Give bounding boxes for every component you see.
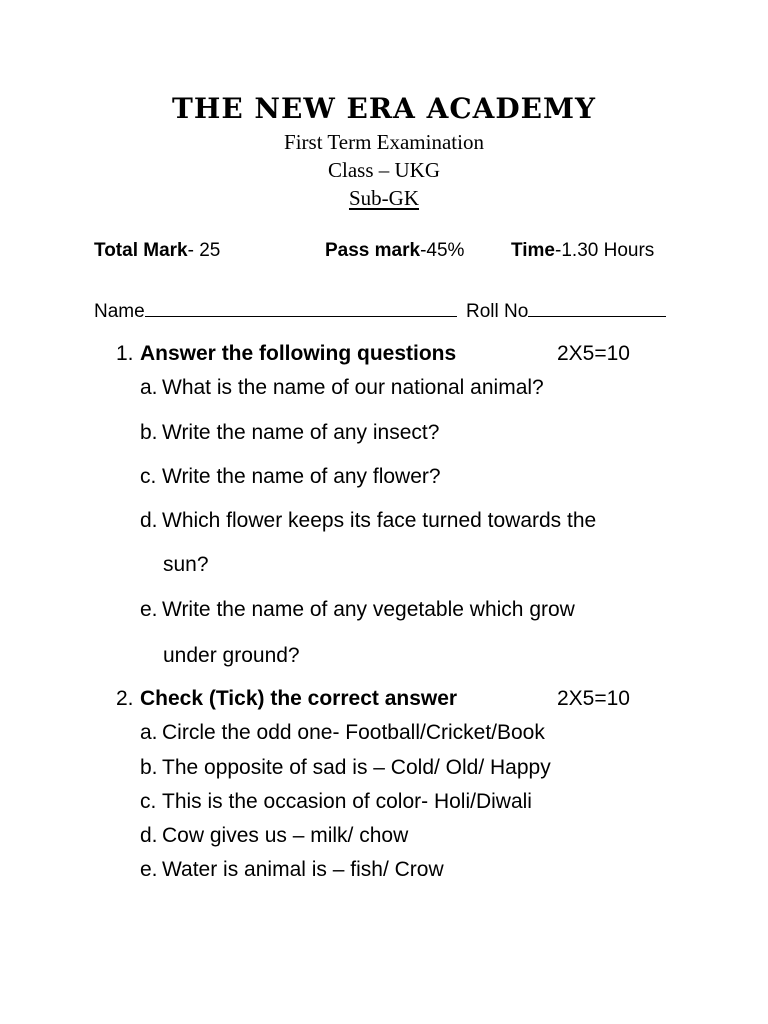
question-text: Write the name of any insect? [162, 421, 440, 444]
total-mark [94, 239, 220, 263]
name-field [94, 297, 457, 324]
pass-mark-label: Pass mark [325, 240, 421, 261]
question-text: This is the occasion of color- Holi/Diwali [162, 790, 532, 813]
roll-field [466, 297, 666, 324]
section-marks: 2X5=10 [557, 342, 630, 365]
question-letter: b. [140, 756, 158, 779]
total-mark-label: Total Mark [94, 240, 188, 261]
question-item [140, 823, 408, 849]
total-mark-value: - 25 [187, 240, 221, 261]
section-number: 1. [116, 342, 134, 365]
exam-title: First Term Examination [284, 130, 484, 154]
question-letter: e. [140, 598, 158, 621]
section-number: 2. [116, 687, 134, 710]
roll-blank[interactable] [528, 297, 666, 317]
section-heading [116, 341, 456, 367]
name-blank[interactable] [145, 297, 457, 317]
question-item [140, 755, 551, 781]
question-letter: d. [140, 824, 158, 847]
question-text: Circle the odd one- Football/Cricket/Book [162, 721, 545, 744]
question-letter: a. [140, 376, 158, 399]
question-text: What is the name of our national animal? [162, 376, 544, 399]
subject-line: Sub-GK [348, 186, 419, 210]
question-letter: a. [140, 721, 158, 744]
pass-mark-value: -45% [420, 240, 465, 261]
question-letter: c. [140, 465, 157, 488]
question-letter: b. [140, 421, 158, 444]
question-item [140, 597, 575, 623]
time-value: -1.30 Hours [555, 240, 655, 261]
question-text: Water is animal is – fish/ Crow [162, 858, 444, 881]
time-label: Time [511, 240, 556, 261]
roll-label: Roll No [466, 301, 529, 322]
section-title: Check (Tick) the correct answer [140, 687, 458, 710]
question-item [140, 720, 545, 746]
question-item [140, 375, 544, 401]
question-continuation: sun? [163, 553, 209, 576]
question-letter: d. [140, 509, 158, 532]
question-text: Write the name of any flower? [162, 465, 441, 488]
question-letter: c. [140, 790, 157, 813]
question-item [140, 508, 596, 534]
question-text: Cow gives us – milk/ chow [162, 824, 409, 847]
name-label: Name [94, 301, 145, 322]
question-item [140, 789, 532, 815]
question-item [140, 464, 441, 490]
question-text: The opposite of sad is – Cold/ Old/ Happy [162, 756, 551, 779]
question-text: Which flower keeps its face turned towards the [162, 509, 597, 532]
question-text: Write the name of any vegetable which grow [162, 598, 575, 621]
question-item [140, 857, 444, 883]
pass-mark [325, 239, 464, 263]
question-letter: e. [140, 858, 158, 881]
section-title: Answer the following questions [140, 342, 457, 365]
school-name: THE NEW ERA ACADEMY [172, 92, 596, 125]
time-allowed [511, 239, 654, 263]
question-continuation: under ground? [163, 644, 300, 667]
section-heading [116, 686, 457, 712]
section-marks: 2X5=10 [557, 687, 630, 710]
class-line: Class – UKG [327, 158, 440, 182]
question-item [140, 420, 439, 446]
